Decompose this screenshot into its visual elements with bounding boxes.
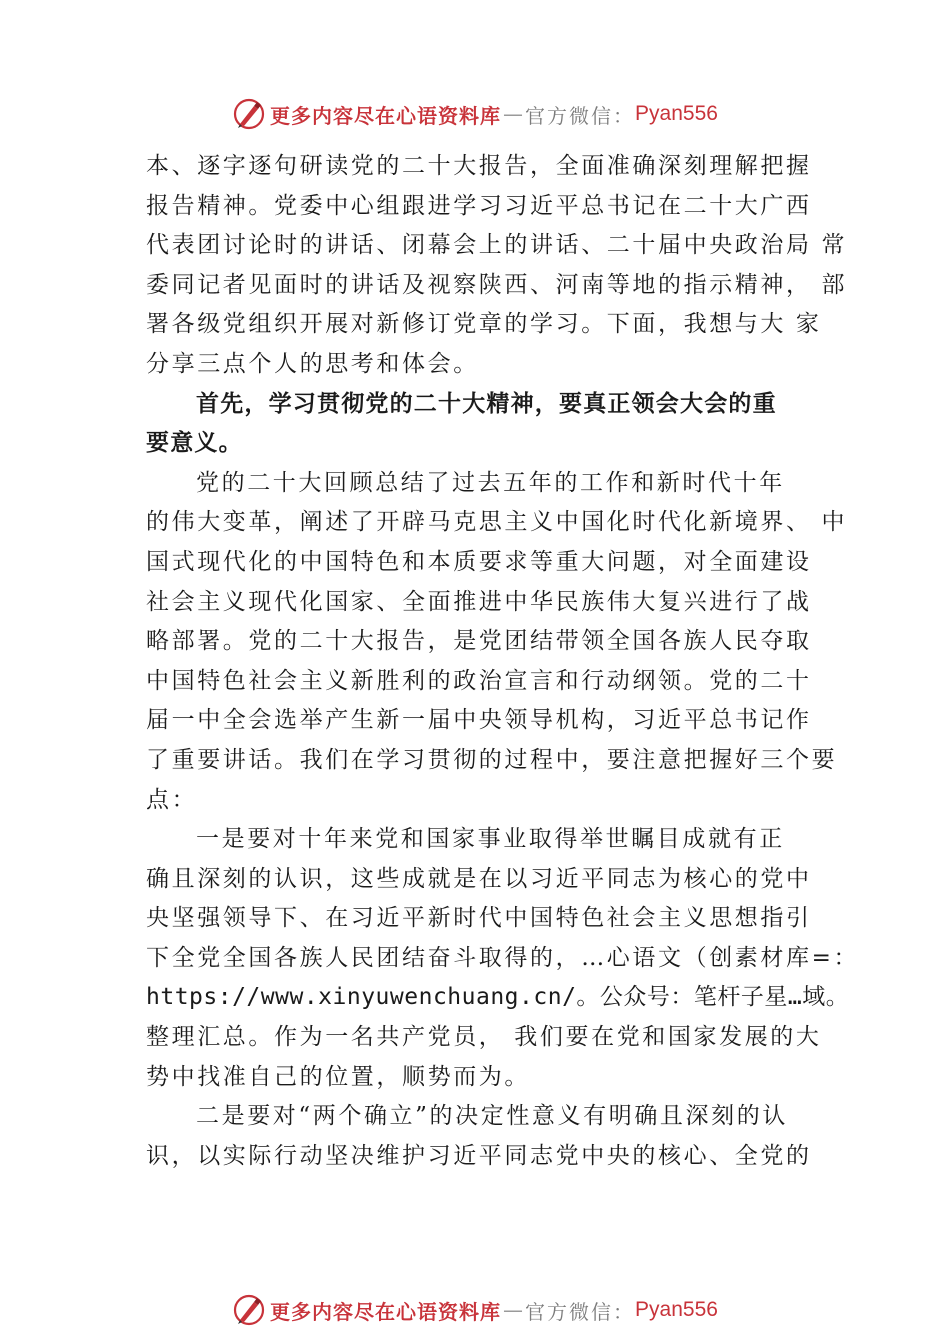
watermark-main-text: 更多内容尽在心语资料库 [270, 1299, 502, 1324]
text-line-url: https://www.xinyuwenchuang.cn/。公众号：笔杆子星…域。 [146, 984, 850, 1011]
text-line: 势中找准自己的位置，顺势而为。 [146, 1063, 530, 1090]
watermark-dash: — [503, 102, 524, 126]
text-line: 整理汇总。作为一名共产党员， 我们要在党和国家发展的大 [146, 1024, 822, 1051]
text-line: 略部署。党的二十大报告，是党团结带领全国各族人民夺取 [146, 628, 812, 655]
text-line: 报告精神。党委中心组跟进学习习近平总书记在二十大广西 [146, 192, 812, 219]
text-line: 社会主义现代化国家、全面推进中华民族伟大复兴进行了战 [146, 588, 812, 615]
section-heading: 要意义。 [146, 430, 243, 457]
header-watermark-banner [0, 94, 950, 134]
text-line: 届一中全会选举产生新一届中央领导机构，习近平总书记作 [146, 707, 812, 734]
pen-logo-icon [232, 1293, 266, 1327]
watermark-official-text: 官方微信： [525, 103, 636, 128]
text-line: 了重要讲话。我们在学习贯彻的过程中，要注意把握好三个要 [146, 746, 838, 773]
text-line: 委同记者见面时的讲话及视察陕西、河南等地的指示精神， 部 [146, 271, 848, 298]
text-line: 一是要对十年来党和国家事业取得举世瞩目成就有正 [196, 826, 785, 853]
text-line: 署各级党组织开展对新修订党章的学习。下面，我想与大 家 [146, 311, 822, 338]
text-line: 识，以实际行动坚决维护习近平同志党中央的核心、全党的 [146, 1142, 812, 1169]
document-body [146, 147, 860, 1176]
text-line: 本、逐字逐句研读党的二十大报告，全面准确深刻理解把握 [146, 153, 812, 179]
watermark-main-text: 更多内容尽在心语资料库 [270, 103, 502, 128]
text-line: 国式现代化的中国特色和本质要求等重大问题，对全面建设 [146, 548, 812, 575]
watermark-wechat-id: Pyan556 [635, 1298, 718, 1321]
footer-watermark-banner [0, 1290, 950, 1330]
text-line: 二是要对“两个确立”的决定性意义有明确且深刻的认 [196, 1103, 788, 1130]
text-line: 下全党全国各族人民团结奋斗取得的，…心语文（创素材库=： [146, 944, 860, 971]
text-line: 分享三点个人的思考和体会。 [146, 350, 479, 377]
text-line: 中国特色社会主义新胜利的政治宣言和行动纲领。党的二十 [146, 667, 812, 694]
pen-logo-icon [232, 97, 266, 131]
watermark-dash: — [503, 1298, 524, 1322]
text-line: 的伟大变革，阐述了开辟马克思主义中国化时代化新境界、 中 [146, 509, 848, 536]
watermark-official-text: 官方微信： [525, 1299, 636, 1324]
text-line: 央坚强领导下、在习近平新时代中国特色社会主义思想指引 [146, 905, 812, 932]
text-line: 点： [146, 786, 198, 813]
watermark-wechat-id: Pyan556 [635, 102, 718, 125]
text-line: 党的二十大回顾总结了过去五年的工作和新时代十年 [196, 469, 785, 496]
text-line: 代表团讨论时的讲话、闭幕会上的讲话、二十届中央政治局 常 [146, 232, 848, 259]
section-heading: 首先，学习贯彻党的二十大精神，要真正领会大会的重 [196, 390, 777, 417]
text-line: 确且深刻的认识，这些成就是在以习近平同志为核心的党中 [146, 865, 812, 892]
